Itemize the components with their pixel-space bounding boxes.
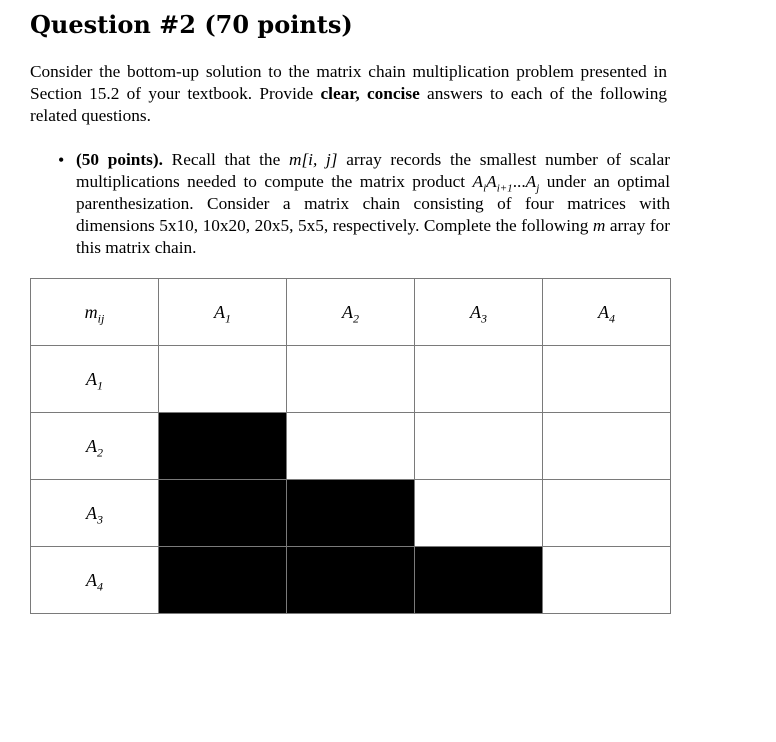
bullet-item <box>58 149 670 259</box>
blocked-cell <box>159 480 287 547</box>
cell-m-1-3[interactable] <box>415 346 543 413</box>
corner-cell-mij: $m_{ij}$ <box>31 279 159 346</box>
question-heading: Question #2 (70 points) <box>30 10 353 39</box>
col-header-a2: $A_2$ <box>287 279 415 346</box>
row-header-a1: $A_1$ <box>31 346 159 413</box>
col-header-a1: $A_1$ <box>159 279 287 346</box>
blocked-cell <box>287 480 415 547</box>
table-header-row <box>31 279 671 346</box>
table-row <box>31 413 671 480</box>
cell-m-3-4[interactable] <box>543 480 671 547</box>
cell-m-1-2[interactable] <box>287 346 415 413</box>
cell-m-2-4[interactable] <box>543 413 671 480</box>
blocked-cell <box>159 547 287 614</box>
cell-m-2-2[interactable] <box>287 413 415 480</box>
cell-m-4-4[interactable] <box>543 547 671 614</box>
blocked-cell <box>159 413 287 480</box>
m-array-table <box>30 278 671 614</box>
bullet-text: (50 points). Recall that the m[i, j] array records the smallest number of scalar multiplications needed to compute the matrix product $A_iA_{i+1}...A_j$ under an optimal parenthesization. Consider a matrix chain consisting of four matrices with dimensions 5x10, 10x20, 20x5, 5x5, respectively. Complete the following m array for this matrix chain. <box>76 150 670 257</box>
table-row <box>31 480 671 547</box>
row-header-a3: $A_3$ <box>31 480 159 547</box>
cell-m-2-3[interactable] <box>415 413 543 480</box>
col-header-a4: $A_4$ <box>543 279 671 346</box>
blocked-cell <box>415 547 543 614</box>
row-header-a4: $A_4$ <box>31 547 159 614</box>
bullet-marker: • <box>58 150 65 170</box>
table-row <box>31 547 671 614</box>
col-header-a3: $A_3$ <box>415 279 543 346</box>
table-row <box>31 346 671 413</box>
cell-m-1-1[interactable] <box>159 346 287 413</box>
cell-m-3-3[interactable] <box>415 480 543 547</box>
emphasis-text: clear, concise <box>320 84 420 103</box>
row-header-a2: $A_2$ <box>31 413 159 480</box>
blocked-cell <box>287 547 415 614</box>
cell-m-1-4[interactable] <box>543 346 671 413</box>
intro-paragraph: Consider the bottom-up solution to the matrix chain multiplication problem presented in Section 15.2 of your textbook. Provide clear, concise answers to each of the following related questions. <box>30 62 668 125</box>
